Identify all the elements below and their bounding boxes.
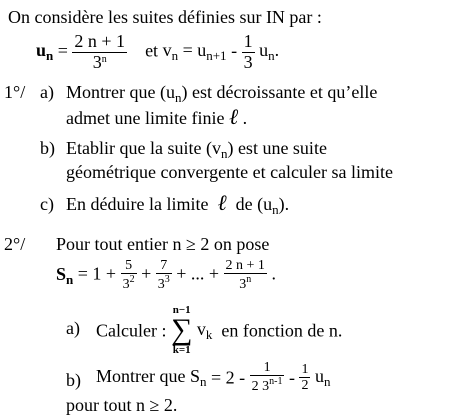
part1-c-line: En déduire la limite ℓ de $(u_n)$. [66, 191, 290, 217]
part2-b-label: b) [66, 370, 81, 390]
part1-c-label: c) [40, 194, 54, 214]
un-equals: = [57, 40, 68, 61]
ell-symbol: ℓ [228, 105, 239, 130]
part2-b-line1: Montrer que $S_n = 2$ - $\frac{1}{2 3^{n-1}}$ - $\frac{1}{2}$ $u_n$ [96, 360, 331, 395]
part1-b-line1: Etablir que la suite $(v_n)$ est une suite [66, 138, 327, 161]
part1-a-label: a) [40, 82, 54, 102]
and-word: et [145, 40, 159, 61]
vn-equals: = $u_{n+1}$ [182, 40, 227, 64]
part1-a-line2: admet une limite finie ℓ . [66, 105, 248, 130]
un-symbol: $u_n$ [36, 40, 54, 64]
vn-minus: - [231, 40, 238, 61]
part2-a-line: Calculer : n−1 ∑ k=1 $v_k$ en fonction de n. [96, 304, 343, 356]
b-frac-2: $\frac{1}{2}$ [301, 361, 309, 393]
part2-a-label: a) [66, 318, 80, 338]
sn-frac-1: $\frac{5}{3^2}$ [122, 258, 135, 293]
intro-text: On considère les suites définies sur IN par : [8, 7, 322, 27]
b-frac-1: $\frac{1}{2 3^{n-1}}$ [251, 360, 283, 395]
vn-fraction: $\frac{1}{3}$ [243, 31, 253, 72]
sum-symbol: n−1 ∑ k=1 [170, 304, 193, 356]
part1-b-line2: géométrique convergente et calculer sa limite [66, 162, 394, 182]
part2-intro: Pour tout entier n ≥ 2 on pose [56, 234, 270, 254]
vn-symbol: $v_n$ [162, 40, 179, 64]
part1-a-line1: Montrer que $(u_n)$ est décroissante et qu’elle [66, 82, 378, 105]
part1-b-label: b) [40, 138, 55, 158]
sn-symbol: $S_n$ [56, 263, 74, 287]
sn-definition: $S_n = 1$ + $\frac{5}{3^2}$ + $\frac{7}{3^3}$ + ... + $\frac{2 n + 1}{3^n}$ . [56, 258, 276, 293]
part2-number: 2°/ [4, 234, 26, 254]
definition-line [36, 32, 279, 73]
vn-u: $u_n$. [259, 40, 280, 64]
sn-frac-3: $\frac{2 n + 1}{3^n}$ [225, 258, 265, 293]
ell-symbol-2: ℓ [217, 191, 227, 216]
part1-number: 1°/ [4, 82, 26, 102]
sn-frac-2: $\frac{7}{3^3}$ [157, 258, 170, 293]
part2-b-line2: pour tout n ≥ 2. [66, 395, 178, 415]
un-fraction: $\frac{2 n + 1}{3^n}$ [74, 31, 126, 72]
